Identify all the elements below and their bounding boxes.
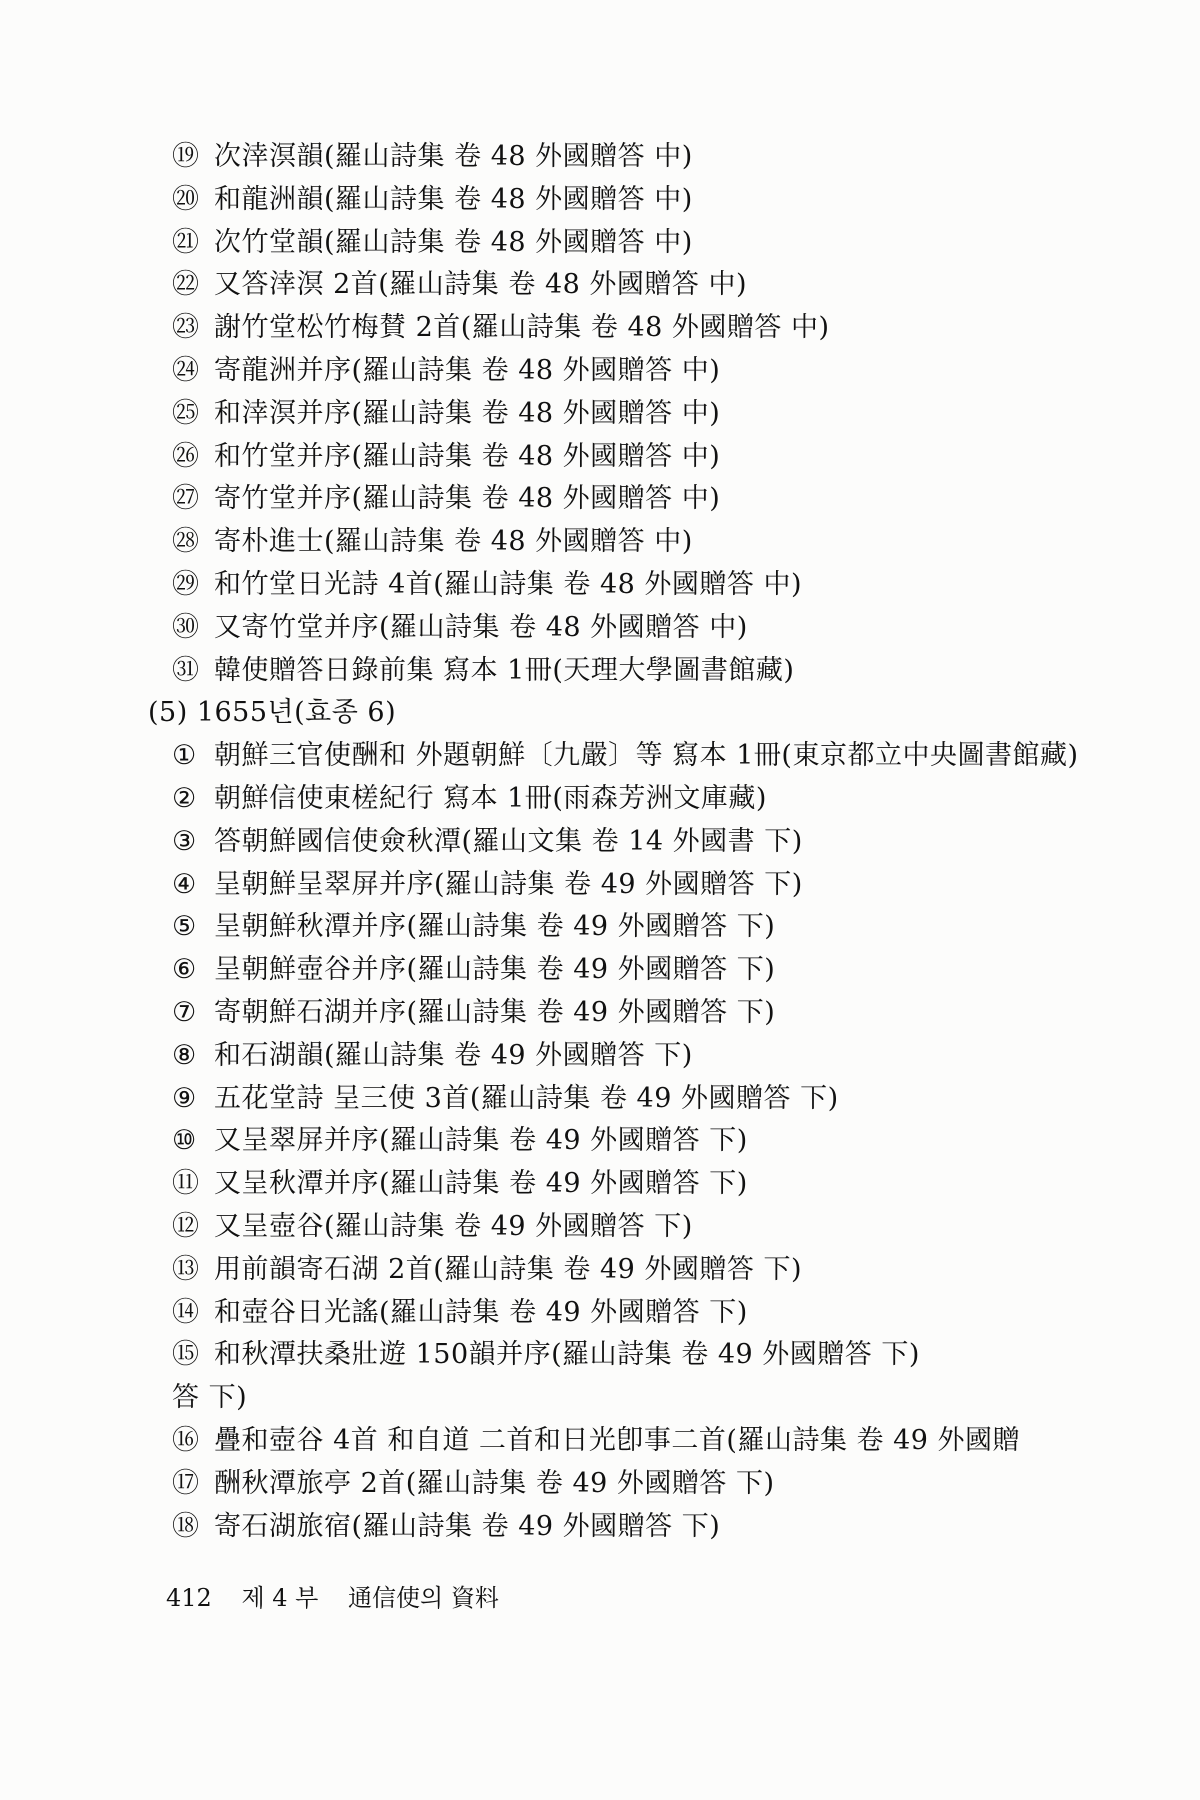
list-item: [172, 440, 720, 474]
item-number: ⑰: [172, 1467, 200, 1499]
item-text: 五花堂詩 呈三使 3首(羅山詩集 卷 49 外國贈答 下): [214, 1082, 839, 1114]
list-item: [172, 397, 720, 431]
item-number: ㉖: [172, 440, 200, 472]
list-item: [172, 996, 775, 1030]
item-text: 和竹堂日光詩 4首(羅山詩集 卷 48 外國贈答 中): [214, 569, 803, 600]
item-number: ①: [172, 740, 197, 772]
item-number: ⑱: [172, 1510, 200, 1542]
item-text: 和竹堂并序(羅山詩集 卷 48 外國贈答 中): [214, 440, 721, 472]
item-text: 答朝鮮國信使僉秋潭(羅山文集 卷 14 外國書 下): [214, 825, 803, 857]
item-text: 呈朝鮮壺谷并序(羅山詩集 卷 49 外國贈答 下): [214, 954, 776, 986]
item-text: 用前韻寄石湖 2首(羅山詩集 卷 49 外國贈答 下): [214, 1253, 803, 1285]
item-number: ⑦: [172, 997, 197, 1028]
item-text: 次涬溟韻(羅山詩集 卷 48 外國贈答 中): [214, 141, 693, 172]
item-number: ㉒: [172, 269, 200, 301]
list-item: [172, 482, 720, 516]
item-text: 又呈壺谷(羅山詩集 卷 49 外國贈答 下): [214, 1211, 693, 1242]
item-text: 呈朝鮮秋潭并序(羅山詩集 卷 49 外國贈答 下): [214, 911, 776, 943]
list-item: [172, 1467, 775, 1501]
list-item: [172, 1124, 748, 1158]
item-text: 朝鮮三官使酬和 外題朝鮮〔九嚴〕等 寫本 1冊(東京都立中央圖書館藏): [214, 740, 1079, 772]
list-item: [172, 611, 748, 645]
item-text: 朝鮮信使東槎紀行 寫本 1冊(雨森芳洲文庫藏): [214, 783, 767, 814]
page-footer: [166, 1578, 521, 1613]
item-number: ㉘: [172, 526, 200, 558]
item-number: ④: [172, 868, 197, 900]
section-heading: (5) 1655년(효종 6): [148, 697, 397, 729]
item-number: ③: [172, 825, 197, 857]
item-text: 和石湖韻(羅山詩集 卷 49 外國贈答 下): [214, 1039, 693, 1071]
item-text: 和涬溟并序(羅山詩集 卷 48 外國贈答 中): [214, 397, 721, 429]
item-number: ⑧: [172, 1039, 197, 1071]
list-item: [172, 910, 775, 944]
chapter-title: 通信使의 資料: [348, 1584, 499, 1612]
list-item: [172, 1424, 1020, 1458]
item-number: ⑭: [172, 1296, 200, 1328]
list-item: [172, 311, 830, 345]
item-number: ⑯: [172, 1425, 200, 1456]
list-item: [172, 739, 1079, 773]
list-item: [172, 268, 747, 302]
item-number: ⑪: [172, 1168, 200, 1200]
list-item: [172, 525, 693, 559]
page-number: 412: [166, 1584, 212, 1612]
list-item: [172, 1210, 693, 1244]
list-item: [172, 1381, 247, 1415]
item-number: ⑤: [172, 911, 197, 943]
item-text: 又答涬溟 2首(羅山詩集 卷 48 外國贈答 中): [214, 269, 748, 301]
list-item: [172, 1338, 920, 1372]
list-item: [172, 654, 794, 688]
item-number: ⑥: [172, 954, 197, 986]
list-item: [172, 1167, 748, 1201]
item-number: ㉕: [172, 397, 200, 429]
item-text: 寄朴進士(羅山詩集 卷 48 外國贈答 中): [214, 526, 693, 558]
item-text: 寄朝鮮石湖并序(羅山詩集 卷 49 外國贈答 下): [214, 997, 776, 1028]
item-number: ⑳: [172, 183, 200, 215]
list-item: [172, 1296, 748, 1330]
item-number: ⑫: [172, 1211, 200, 1242]
item-text: 和龍洲韻(羅山詩集 卷 48 外國贈答 中): [214, 183, 693, 215]
part-label: 제 4 부: [241, 1584, 319, 1612]
item-text: 答 下): [172, 1382, 248, 1414]
item-text: 又呈秋潭并序(羅山詩集 卷 49 外國贈答 下): [214, 1168, 748, 1200]
item-text: 韓使贈答日錄前集 寫本 1冊(天理大學圖書館藏): [214, 654, 795, 686]
item-number: ⑬: [172, 1253, 200, 1285]
list-item: [172, 354, 720, 388]
list-item: [172, 183, 693, 217]
list-item: [172, 226, 693, 260]
item-number: ⑮: [172, 1339, 200, 1371]
item-number: ㉓: [172, 312, 200, 344]
item-number: ㉗: [172, 483, 200, 515]
item-number: ⑩: [172, 1125, 197, 1157]
item-text: 酬秋潭旅亭 2首(羅山詩集 卷 49 外國贈答 下): [214, 1467, 775, 1499]
item-text: 寄竹堂并序(羅山詩集 卷 48 外國贈答 中): [214, 483, 721, 515]
item-number: ㉔: [172, 355, 200, 386]
item-text: 疊和壺谷 4首 和自道 二首和日光卽事二首(羅山詩集 卷 49 外國贈: [214, 1425, 1021, 1456]
item-number: ⑲: [172, 141, 200, 172]
list-item: [172, 1253, 802, 1287]
item-text: 呈朝鮮呈翠屏并序(羅山詩集 卷 49 外國贈答 下): [214, 868, 803, 900]
item-text: 又呈翠屏并序(羅山詩集 卷 49 外國贈答 下): [214, 1125, 748, 1157]
list-item: [172, 782, 767, 816]
item-text: 寄龍洲并序(羅山詩集 卷 48 外國贈答 中): [214, 355, 721, 386]
item-number: ㉚: [172, 611, 200, 643]
list-item: [172, 1082, 839, 1116]
item-text: 謝竹堂松竹梅賛 2首(羅山詩集 卷 48 外國贈答 中): [214, 312, 830, 344]
item-text: 寄石湖旅宿(羅山詩集 卷 49 外國贈答 下): [214, 1510, 721, 1542]
list-item: [172, 868, 803, 902]
item-text: 和壺谷日光謠(羅山詩集 卷 49 外國贈答 下): [214, 1296, 748, 1328]
list-item: [172, 953, 775, 987]
item-text: 和秋潭扶桑壯遊 150韻并序(羅山詩集 卷 49 外國贈答 下): [214, 1339, 920, 1371]
item-number: ㉛: [172, 654, 200, 686]
list-item: [172, 1039, 693, 1073]
list-item: [172, 825, 803, 859]
item-number: ㉙: [172, 569, 200, 600]
item-text: 次竹堂韻(羅山詩集 卷 48 外國贈答 中): [214, 226, 693, 258]
list-item: [172, 1510, 720, 1544]
item-number: ②: [172, 783, 197, 814]
list-item: [172, 568, 802, 602]
item-text: 又寄竹堂并序(羅山詩集 卷 48 外國贈答 中): [214, 611, 748, 643]
item-number: ㉑: [172, 226, 200, 258]
list-item: [172, 140, 693, 174]
item-number: ⑨: [172, 1082, 197, 1114]
